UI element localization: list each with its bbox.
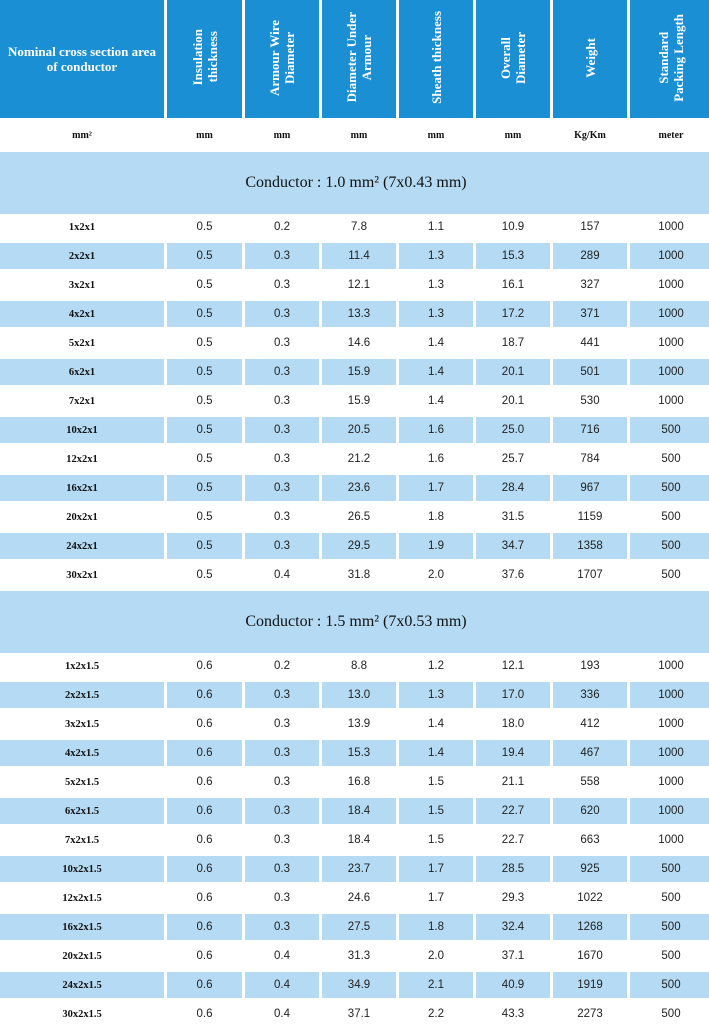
- weight-cell: 558: [553, 769, 627, 798]
- weight-cell: 1022: [553, 885, 627, 914]
- insulation-cell: 0.6: [167, 914, 242, 943]
- under-armour-cell: 31.3: [322, 943, 396, 972]
- overall-diameter-cell: 17.2: [476, 301, 550, 330]
- packing-length-cell: 500: [630, 446, 709, 475]
- overall-diameter-cell: 20.1: [476, 359, 550, 388]
- weight-cell: 1919: [553, 972, 627, 1001]
- armour-wire-cell: 0.3: [245, 769, 319, 798]
- overall-diameter-cell: 37.6: [476, 562, 550, 591]
- packing-length-cell: 500: [630, 914, 709, 943]
- overall-diameter-cell: 28.4: [476, 475, 550, 504]
- insulation-cell: 0.6: [167, 1001, 242, 1024]
- header-cross-section: Nominal cross section area of conductor: [0, 0, 164, 118]
- table-row: [0, 885, 709, 914]
- packing-length-cell: 1000: [630, 330, 709, 359]
- table-row: [0, 562, 709, 591]
- table-row: [0, 827, 709, 856]
- overall-diameter-cell: 29.3: [476, 885, 550, 914]
- table-row: [0, 301, 709, 330]
- weight-cell: 501: [553, 359, 627, 388]
- insulation-cell: 0.5: [167, 272, 242, 301]
- weight-cell: 327: [553, 272, 627, 301]
- sheath-cell: 1.2: [399, 653, 473, 682]
- sheath-cell: 1.3: [399, 272, 473, 301]
- under-armour-cell: 15.9: [322, 388, 396, 417]
- packing-length-cell: 500: [630, 533, 709, 562]
- armour-wire-cell: 0.3: [245, 798, 319, 827]
- weight-cell: 530: [553, 388, 627, 417]
- conductor-size-cell: 20x2x1: [0, 504, 164, 533]
- weight-cell: 1159: [553, 504, 627, 533]
- insulation-cell: 0.6: [167, 827, 242, 856]
- armour-wire-cell: 0.3: [245, 243, 319, 272]
- overall-diameter-cell: 20.1: [476, 388, 550, 417]
- weight-cell: 371: [553, 301, 627, 330]
- unit-cell: meter: [658, 129, 684, 141]
- conductor-size-cell: 6x2x1.5: [0, 798, 164, 827]
- unit-cell: mm: [273, 129, 291, 141]
- packing-length-cell: 1000: [630, 243, 709, 272]
- table-row: [0, 653, 709, 682]
- insulation-cell: 0.5: [167, 214, 242, 243]
- insulation-cell: 0.5: [167, 446, 242, 475]
- unit-cell: Kg/Km: [574, 129, 606, 141]
- under-armour-cell: 18.4: [322, 798, 396, 827]
- armour-wire-cell: 0.3: [245, 827, 319, 856]
- sheath-cell: 2.2: [399, 1001, 473, 1024]
- overall-diameter-cell: 10.9: [476, 214, 550, 243]
- conductor-size-cell: 3x2x1.5: [0, 711, 164, 740]
- sheath-cell: 1.7: [399, 856, 473, 885]
- packing-length-cell: 500: [630, 943, 709, 972]
- armour-wire-cell: 0.3: [245, 272, 319, 301]
- packing-length-cell: 1000: [630, 711, 709, 740]
- sheath-cell: 2.0: [399, 943, 473, 972]
- armour-wire-cell: 0.2: [245, 653, 319, 682]
- table-row: [0, 214, 709, 243]
- under-armour-cell: 14.6: [322, 330, 396, 359]
- conductor-size-cell: 12x2x1.5: [0, 885, 164, 914]
- overall-diameter-cell: 19.4: [476, 740, 550, 769]
- sheath-cell: 1.4: [399, 388, 473, 417]
- armour-wire-cell: 0.3: [245, 682, 319, 711]
- overall-diameter-cell: 32.4: [476, 914, 550, 943]
- insulation-cell: 0.6: [167, 798, 242, 827]
- under-armour-cell: 21.2: [322, 446, 396, 475]
- under-armour-cell: 27.5: [322, 914, 396, 943]
- sheath-cell: 1.5: [399, 798, 473, 827]
- insulation-cell: 0.6: [167, 885, 242, 914]
- sheath-cell: 1.4: [399, 740, 473, 769]
- armour-wire-cell: 0.3: [245, 856, 319, 885]
- sheath-cell: 1.8: [399, 914, 473, 943]
- packing-length-cell: 1000: [630, 827, 709, 856]
- under-armour-cell: 24.6: [322, 885, 396, 914]
- overall-diameter-cell: 37.1: [476, 943, 550, 972]
- weight-cell: 784: [553, 446, 627, 475]
- sheath-cell: 2.1: [399, 972, 473, 1001]
- conductor-size-cell: 1x2x1.5: [0, 653, 164, 682]
- packing-length-cell: 1000: [630, 272, 709, 301]
- header-packing-length: Standard Packing Length: [630, 0, 709, 118]
- packing-length-cell: 1000: [630, 359, 709, 388]
- conductor-size-cell: 7x2x1.5: [0, 827, 164, 856]
- insulation-cell: 0.6: [167, 943, 242, 972]
- under-armour-cell: 11.4: [322, 243, 396, 272]
- conductor-size-cell: 5x2x1.5: [0, 769, 164, 798]
- packing-length-cell: 500: [630, 972, 709, 1001]
- under-armour-cell: 13.9: [322, 711, 396, 740]
- under-armour-cell: 13.3: [322, 301, 396, 330]
- packing-length-cell: 500: [630, 475, 709, 504]
- overall-diameter-cell: 40.9: [476, 972, 550, 1001]
- table-row: [0, 682, 709, 711]
- conductor-size-cell: 7x2x1: [0, 388, 164, 417]
- insulation-cell: 0.6: [167, 682, 242, 711]
- overall-diameter-cell: 22.7: [476, 798, 550, 827]
- conductor-size-cell: 24x2x1: [0, 533, 164, 562]
- insulation-cell: 0.6: [167, 972, 242, 1001]
- section-header-row: [0, 591, 709, 653]
- packing-length-cell: 1000: [630, 388, 709, 417]
- packing-length-cell: 500: [630, 417, 709, 446]
- under-armour-cell: 8.8: [322, 653, 396, 682]
- table-row: [0, 272, 709, 301]
- packing-length-cell: 1000: [630, 740, 709, 769]
- armour-wire-cell: 0.3: [245, 359, 319, 388]
- sheath-cell: 1.4: [399, 330, 473, 359]
- packing-length-cell: 1000: [630, 798, 709, 827]
- sheath-cell: 1.6: [399, 417, 473, 446]
- unit-cell: mm: [504, 129, 522, 141]
- packing-length-cell: 500: [630, 562, 709, 591]
- insulation-cell: 0.5: [167, 388, 242, 417]
- under-armour-cell: 29.5: [322, 533, 396, 562]
- under-armour-cell: 26.5: [322, 504, 396, 533]
- sheath-cell: 1.3: [399, 301, 473, 330]
- weight-cell: 441: [553, 330, 627, 359]
- weight-cell: 1707: [553, 562, 627, 591]
- table-row: [0, 446, 709, 475]
- armour-wire-cell: 0.3: [245, 330, 319, 359]
- insulation-cell: 0.6: [167, 711, 242, 740]
- conductor-size-cell: 24x2x1.5: [0, 972, 164, 1001]
- weight-cell: 193: [553, 653, 627, 682]
- table-row: [0, 504, 709, 533]
- conductor-size-cell: 1x2x1: [0, 214, 164, 243]
- unit-cell: mm: [427, 129, 445, 141]
- insulation-cell: 0.6: [167, 653, 242, 682]
- overall-diameter-cell: 25.7: [476, 446, 550, 475]
- overall-diameter-cell: 25.0: [476, 417, 550, 446]
- armour-wire-cell: 0.3: [245, 504, 319, 533]
- insulation-cell: 0.5: [167, 301, 242, 330]
- overall-diameter-cell: 15.3: [476, 243, 550, 272]
- overall-diameter-cell: 22.7: [476, 827, 550, 856]
- armour-wire-cell: 0.3: [245, 914, 319, 943]
- conductor-size-cell: 5x2x1: [0, 330, 164, 359]
- sheath-cell: 1.6: [399, 446, 473, 475]
- header-row: [0, 0, 709, 118]
- sheath-cell: 1.5: [399, 827, 473, 856]
- weight-cell: 967: [553, 475, 627, 504]
- weight-cell: 412: [553, 711, 627, 740]
- table-row: [0, 330, 709, 359]
- under-armour-cell: 13.0: [322, 682, 396, 711]
- overall-diameter-cell: 17.0: [476, 682, 550, 711]
- sheath-cell: 1.3: [399, 682, 473, 711]
- table-row: [0, 856, 709, 885]
- header-sheath-thickness: Sheath thickness: [399, 0, 473, 118]
- under-armour-cell: 31.8: [322, 562, 396, 591]
- armour-wire-cell: 0.4: [245, 562, 319, 591]
- conductor-size-cell: 4x2x1: [0, 301, 164, 330]
- packing-length-cell: 500: [630, 504, 709, 533]
- sheath-cell: 1.9: [399, 533, 473, 562]
- conductor-size-cell: 12x2x1: [0, 446, 164, 475]
- weight-cell: 620: [553, 798, 627, 827]
- table-row: [0, 740, 709, 769]
- table-row: [0, 914, 709, 943]
- overall-diameter-cell: 43.3: [476, 1001, 550, 1024]
- table-row: [0, 417, 709, 446]
- sheath-cell: 2.0: [399, 562, 473, 591]
- armour-wire-cell: 0.4: [245, 943, 319, 972]
- insulation-cell: 0.5: [167, 475, 242, 504]
- table-row: [0, 769, 709, 798]
- header-weight: Weight: [553, 0, 627, 118]
- table-row: [0, 1001, 709, 1024]
- table-row: [0, 711, 709, 740]
- under-armour-cell: 15.3: [322, 740, 396, 769]
- under-armour-cell: 7.8: [322, 214, 396, 243]
- conductor-size-cell: 16x2x1: [0, 475, 164, 504]
- unit-cell: mm: [196, 129, 213, 141]
- section-title: Conductor : 1.0 mm² (7x0.43 mm): [0, 152, 709, 214]
- armour-wire-cell: 0.3: [245, 301, 319, 330]
- insulation-cell: 0.5: [167, 243, 242, 272]
- weight-cell: 1358: [553, 533, 627, 562]
- table-row: [0, 798, 709, 827]
- armour-wire-cell: 0.3: [245, 446, 319, 475]
- armour-wire-cell: 0.3: [245, 740, 319, 769]
- insulation-cell: 0.6: [167, 769, 242, 798]
- armour-wire-cell: 0.3: [245, 475, 319, 504]
- weight-cell: 289: [553, 243, 627, 272]
- sheath-cell: 1.1: [399, 214, 473, 243]
- insulation-cell: 0.6: [167, 856, 242, 885]
- table-row: [0, 388, 709, 417]
- packing-length-cell: 1000: [630, 682, 709, 711]
- weight-cell: 663: [553, 827, 627, 856]
- packing-length-cell: 1000: [630, 653, 709, 682]
- conductor-size-cell: 16x2x1.5: [0, 914, 164, 943]
- conductor-size-cell: 20x2x1.5: [0, 943, 164, 972]
- armour-wire-cell: 0.3: [245, 711, 319, 740]
- armour-wire-cell: 0.3: [245, 533, 319, 562]
- weight-cell: 467: [553, 740, 627, 769]
- packing-length-cell: 500: [630, 856, 709, 885]
- under-armour-cell: 20.5: [322, 417, 396, 446]
- table-row: [0, 943, 709, 972]
- under-armour-cell: 37.1: [322, 1001, 396, 1024]
- conductor-size-cell: 30x2x1.5: [0, 1001, 164, 1024]
- table-row: [0, 243, 709, 272]
- unit-cell: mm²: [72, 129, 92, 141]
- weight-cell: 1670: [553, 943, 627, 972]
- under-armour-cell: 23.7: [322, 856, 396, 885]
- section-header-row: [0, 152, 709, 214]
- conductor-size-cell: 3x2x1: [0, 272, 164, 301]
- overall-diameter-cell: 12.1: [476, 653, 550, 682]
- under-armour-cell: 15.9: [322, 359, 396, 388]
- overall-diameter-cell: 18.0: [476, 711, 550, 740]
- weight-cell: 336: [553, 682, 627, 711]
- armour-wire-cell: 0.2: [245, 214, 319, 243]
- section-title: Conductor : 1.5 mm² (7x0.53 mm): [0, 591, 709, 653]
- armour-wire-cell: 0.3: [245, 885, 319, 914]
- conductor-size-cell: 2x2x1: [0, 243, 164, 272]
- table-row: [0, 533, 709, 562]
- units-row: [0, 118, 709, 152]
- unit-cell: mm: [350, 129, 368, 141]
- header-insulation-thickness: Insulation thickness: [167, 0, 242, 118]
- conductor-size-cell: 2x2x1.5: [0, 682, 164, 711]
- table-body: [0, 152, 709, 1024]
- sheath-cell: 1.3: [399, 243, 473, 272]
- armour-wire-cell: 0.4: [245, 1001, 319, 1024]
- weight-cell: 1268: [553, 914, 627, 943]
- sheath-cell: 1.4: [399, 711, 473, 740]
- insulation-cell: 0.5: [167, 417, 242, 446]
- sheath-cell: 1.7: [399, 885, 473, 914]
- header-overall-diameter: Overall Diameter: [476, 0, 550, 118]
- packing-length-cell: 500: [630, 885, 709, 914]
- overall-diameter-cell: 28.5: [476, 856, 550, 885]
- table-row: [0, 972, 709, 1001]
- insulation-cell: 0.5: [167, 359, 242, 388]
- overall-diameter-cell: 21.1: [476, 769, 550, 798]
- conductor-size-cell: 10x2x1.5: [0, 856, 164, 885]
- weight-cell: 925: [553, 856, 627, 885]
- under-armour-cell: 12.1: [322, 272, 396, 301]
- insulation-cell: 0.5: [167, 504, 242, 533]
- armour-wire-cell: 0.3: [245, 388, 319, 417]
- header-armour-wire-diameter: Armour Wire Diameter: [245, 0, 319, 118]
- packing-length-cell: 1000: [630, 214, 709, 243]
- sheath-cell: 1.4: [399, 359, 473, 388]
- insulation-cell: 0.6: [167, 740, 242, 769]
- packing-length-cell: 1000: [630, 769, 709, 798]
- packing-length-cell: 500: [630, 1001, 709, 1024]
- armour-wire-cell: 0.4: [245, 972, 319, 1001]
- table-row: [0, 359, 709, 388]
- table-row: [0, 475, 709, 504]
- insulation-cell: 0.5: [167, 562, 242, 591]
- under-armour-cell: 34.9: [322, 972, 396, 1001]
- header-diameter-under-armour: Diameter Under Armour: [322, 0, 396, 118]
- sheath-cell: 1.7: [399, 475, 473, 504]
- conductor-size-cell: 4x2x1.5: [0, 740, 164, 769]
- conductor-size-cell: 10x2x1: [0, 417, 164, 446]
- weight-cell: 157: [553, 214, 627, 243]
- weight-cell: 2273: [553, 1001, 627, 1024]
- packing-length-cell: 1000: [630, 301, 709, 330]
- insulation-cell: 0.5: [167, 330, 242, 359]
- overall-diameter-cell: 34.7: [476, 533, 550, 562]
- under-armour-cell: 18.4: [322, 827, 396, 856]
- under-armour-cell: 23.6: [322, 475, 396, 504]
- under-armour-cell: 16.8: [322, 769, 396, 798]
- conductor-size-cell: 30x2x1: [0, 562, 164, 591]
- weight-cell: 716: [553, 417, 627, 446]
- armour-wire-cell: 0.3: [245, 417, 319, 446]
- overall-diameter-cell: 16.1: [476, 272, 550, 301]
- sheath-cell: 1.8: [399, 504, 473, 533]
- conductor-size-cell: 6x2x1: [0, 359, 164, 388]
- overall-diameter-cell: 18.7: [476, 330, 550, 359]
- overall-diameter-cell: 31.5: [476, 504, 550, 533]
- insulation-cell: 0.5: [167, 533, 242, 562]
- sheath-cell: 1.5: [399, 769, 473, 798]
